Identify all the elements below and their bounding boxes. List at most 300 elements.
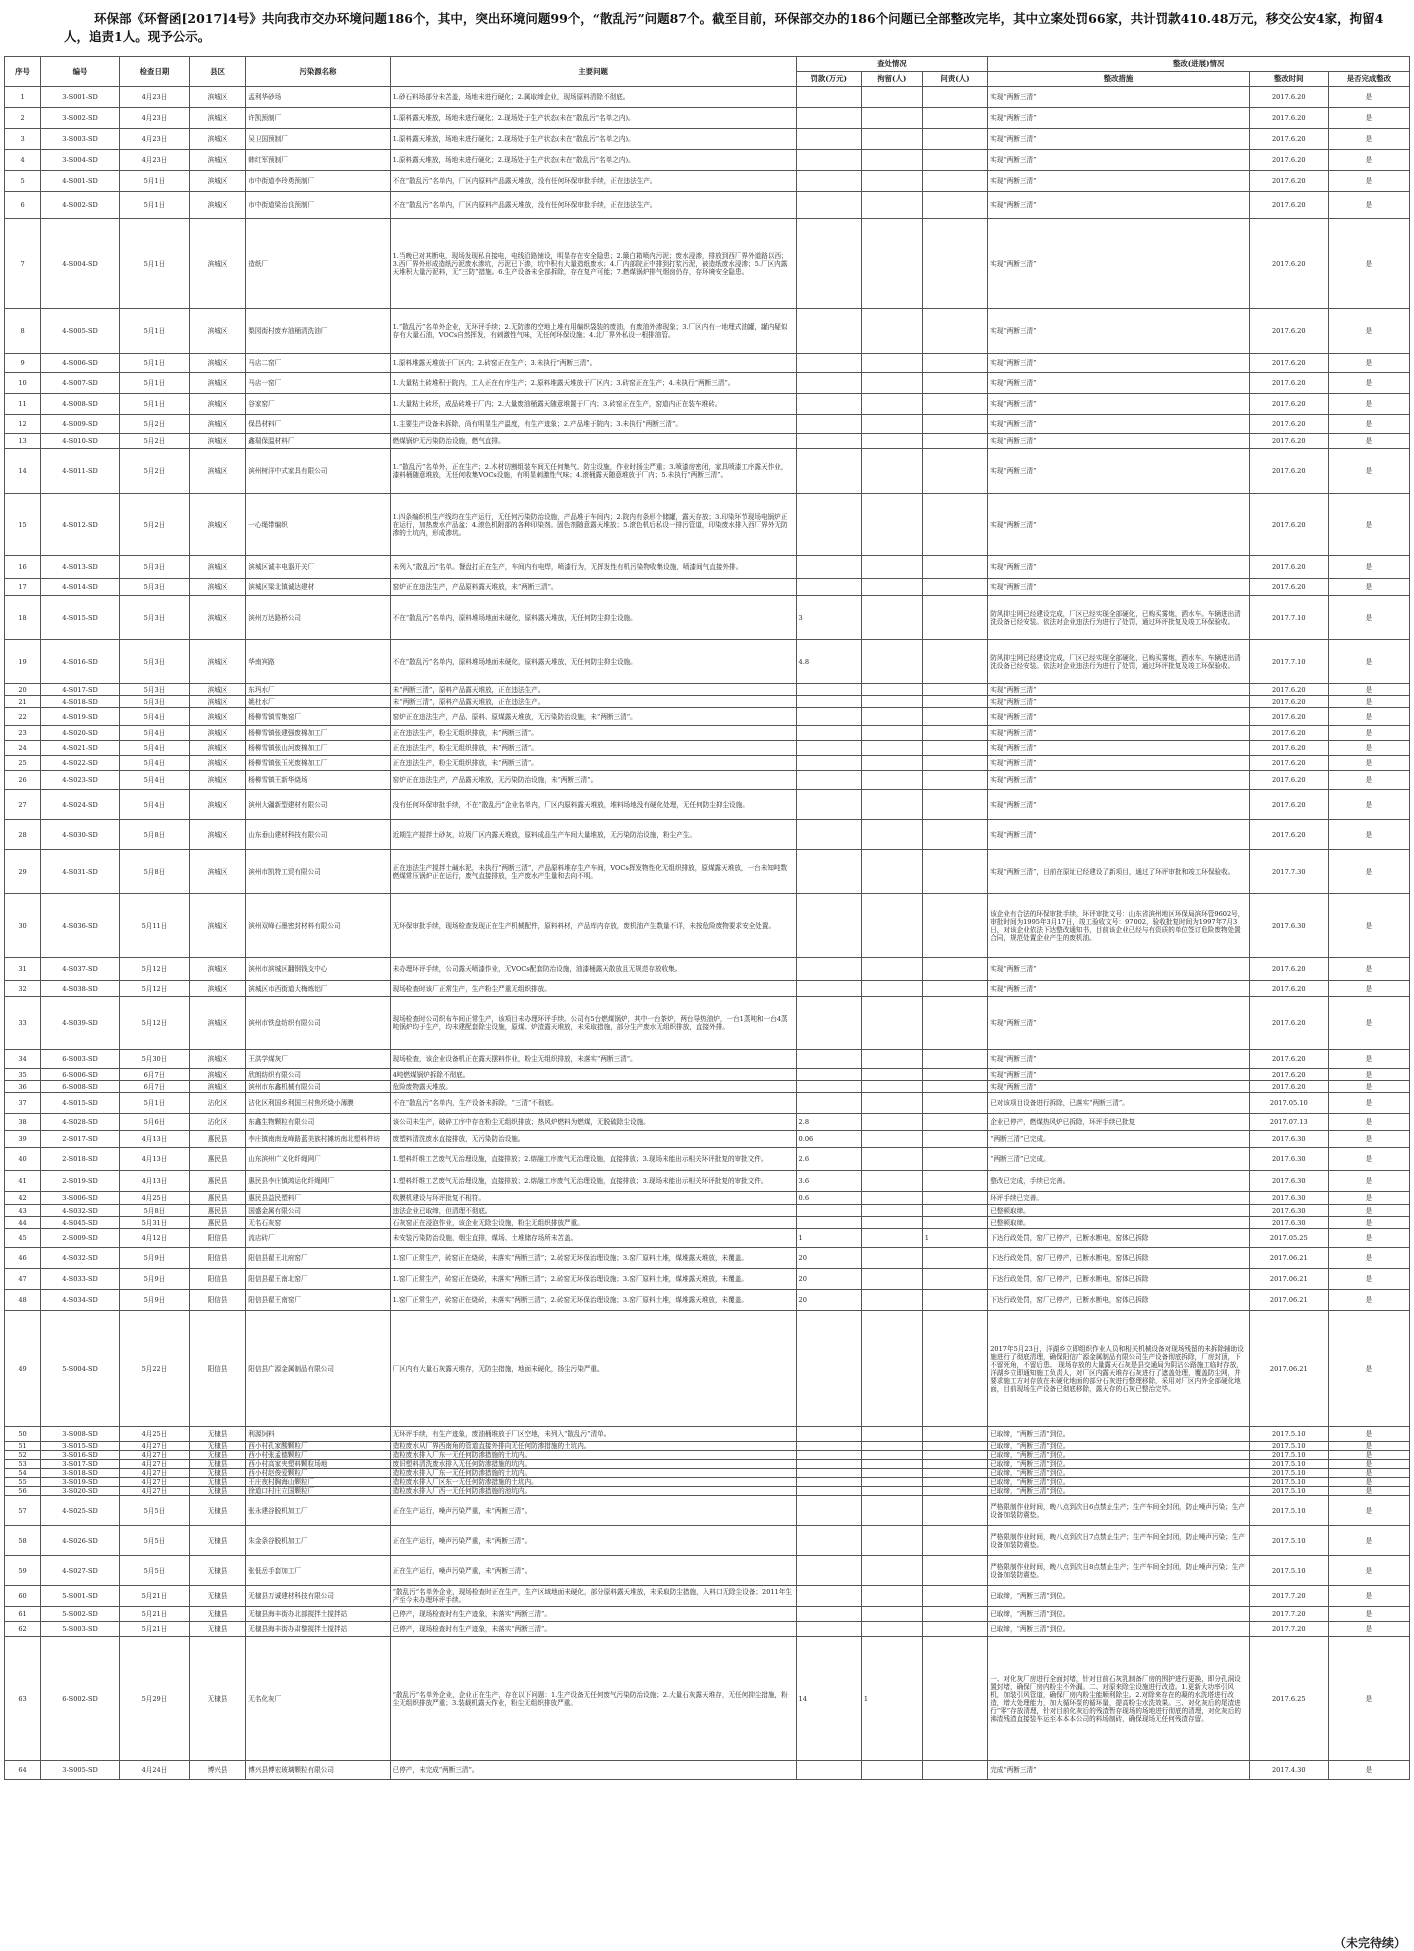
cell-fine [796,129,861,150]
cell-account [922,696,987,708]
cell-account [922,640,987,684]
cell-done: 是 [1328,1637,1409,1761]
cell-account [922,394,987,415]
cell-name: 马店一窑厂 [246,373,390,394]
cell-name: 惠民县益民塑料厂 [246,1192,390,1205]
cell-no: 5-S002-SD [41,1607,120,1622]
cell-fine: 20 [796,1269,861,1290]
cell-name: 滨州市东鑫机械有限公司 [246,1081,390,1093]
cell-no: 4-S011-SD [41,449,120,494]
cell-no: 4-S034-SD [41,1290,120,1311]
cell-account [922,756,987,771]
cell-county: 无棣县 [189,1469,245,1478]
cell-measure: “两断三清”已完成。 [988,1148,1250,1171]
cell-name: 滨州树洋中式家具有限公司 [246,449,390,494]
cell-done: 是 [1328,1248,1409,1269]
cell-fine [796,756,861,771]
cell-date: 5月2日 [120,449,190,494]
cell-no: 4-S014-SD [41,579,120,596]
cell-done: 是 [1328,1069,1409,1081]
cell-done: 是 [1328,1081,1409,1093]
cell-account [922,1148,987,1171]
cell-county: 滨城区 [189,171,245,192]
table-row [5,1761,1410,1780]
cell-name: 无棣县万诚建材科技有限公司 [246,1586,390,1607]
cell-no: 3-S008-SD [41,1427,120,1442]
cell-fine [796,556,861,579]
cell-county: 滨城区 [189,494,245,556]
cell-date: 4月13日 [120,1148,190,1171]
cell-county: 惠民县 [189,1171,245,1192]
cell-done: 是 [1328,415,1409,434]
cell-detain [861,708,922,726]
cell-account [922,894,987,958]
cell-name: 滨州万达路桥公司 [246,596,390,640]
table-row [5,1442,1410,1451]
table-row [5,771,1410,790]
header-no: 编号 [41,57,120,87]
cell-time: 2017.6.20 [1249,684,1328,696]
cell-fine [796,850,861,894]
cell-name: 滨城区诚丰电器开关厂 [246,556,390,579]
cell-fine [796,1586,861,1607]
cell-done: 是 [1328,1269,1409,1290]
cell-time: 2017.5.10 [1249,1460,1328,1469]
cell-name: 朱金条谷脱机加工厂 [246,1526,390,1556]
cell-county: 滨城区 [189,556,245,579]
cell-name: 韩红军预制厂 [246,150,390,171]
cell-done: 是 [1328,171,1409,192]
cell-done: 是 [1328,1761,1409,1780]
cell-measure: 实现“两断三清”，目前在原址已经建设了新项目，通过了环评审批和竣工环保验收。 [988,850,1250,894]
cell-seq: 31 [5,958,41,981]
cell-account [922,1586,987,1607]
cell-fine [796,684,861,696]
cell-no: 6-S008-SD [41,1081,120,1093]
cell-name: 徐道口村庄立国颗粒厂 [246,1487,390,1496]
table-row [5,394,1410,415]
cell-name: 沾化区利国乡利国三村焦坯烧小薄膜 [246,1093,390,1114]
cell-time: 2017.6.20 [1249,726,1328,741]
cell-fine: 4.8 [796,640,861,684]
cell-name: 王庄夜村胸海山颗粒厂 [246,1478,390,1487]
cell-no: 4-S020-SD [41,726,120,741]
header-measure: 整改措施 [988,72,1250,87]
cell-issue: 窑炉正在违法生产，产品原料露天堆放，未“两断三清”。 [390,579,796,596]
cell-account [922,1311,987,1427]
cell-done: 是 [1328,354,1409,373]
cell-no: 4-S028-SD [41,1114,120,1131]
cell-detain [861,1469,922,1478]
cell-no: 3-S001-SD [41,87,120,108]
cell-seq: 30 [5,894,41,958]
cell-measure: 实现“两断三清” [988,771,1250,790]
cell-done: 是 [1328,696,1409,708]
header-time: 整改时间 [1249,72,1328,87]
cell-fine [796,1622,861,1637]
cell-issue: 1.窑厂正常生产，砖窑正在烧砖，未落实“两断三清”；2.砖窑无环保治理设施；3.窑厂原料土堆，煤堆露天堆放，未覆盖。 [390,1290,796,1311]
table-row [5,1290,1410,1311]
table-row [5,150,1410,171]
cell-county: 滨城区 [189,894,245,958]
cell-account [922,958,987,981]
cell-name: 滨州市铁盘纺织有限公司 [246,997,390,1050]
cell-done: 是 [1328,771,1409,790]
cell-fine: 0.6 [796,1192,861,1205]
cell-account [922,850,987,894]
cell-seq: 49 [5,1311,41,1427]
table-row [5,434,1410,449]
cell-account [922,1171,987,1192]
cell-no: 4-S030-SD [41,820,120,850]
table-row [5,1205,1410,1217]
table-row [5,1311,1410,1427]
cell-county: 无棣县 [189,1460,245,1469]
cell-fine: 2.8 [796,1114,861,1131]
table-row [5,958,1410,981]
table-row [5,1114,1410,1131]
cell-time: 2017.6.20 [1249,556,1328,579]
cell-detain [861,1427,922,1442]
cell-account [922,1478,987,1487]
cell-fine [796,1478,861,1487]
table-row [5,494,1410,556]
cell-county: 博兴县 [189,1761,245,1780]
cell-no: 3-S020-SD [41,1487,120,1496]
cell-date: 5月8日 [120,850,190,894]
cell-seq: 57 [5,1496,41,1526]
cell-county: 滨城区 [189,354,245,373]
cell-name: 无名化灰厂 [246,1637,390,1761]
cell-detain [861,771,922,790]
cell-time: 2017.06.21 [1249,1269,1328,1290]
cell-issue: 1.塑料纤维工艺废气无治理设施，直接排放；2.熔融工序废气无治理设施，直接排放；3.现场未能出示相关环评批复的审批文件。 [390,1148,796,1171]
table-row [5,1427,1410,1442]
cell-fine [796,1081,861,1093]
cell-seq: 7 [5,219,41,309]
cell-name: 市中街道李玲勇预制厂 [246,171,390,192]
cell-date: 5月9日 [120,1290,190,1311]
cell-date: 5月1日 [120,192,190,219]
cell-date: 6月7日 [120,1081,190,1093]
cell-detain [861,1586,922,1607]
cell-seq: 9 [5,354,41,373]
cell-name: 西小村孔家酸颗粒厂 [246,1442,390,1451]
cell-date: 5月1日 [120,373,190,394]
table-row [5,726,1410,741]
table-row [5,1637,1410,1761]
cell-no: 4-S016-SD [41,640,120,684]
cell-issue: 造粒废水从厂界西南角的管道直接外排向无任何防渗措施的土坑内。 [390,1442,796,1451]
cell-time: 2017.6.20 [1249,309,1328,354]
cell-no: 2-S019-SD [41,1171,120,1192]
cell-account [922,129,987,150]
cell-measure: 实现“两断三清” [988,150,1250,171]
cell-county: 沾化区 [189,1114,245,1131]
cell-issue: 正在违法生产搅拌土碱水泥，未执行“两断三清”，产品原料堆存生产车间，VOCs挥发物性化无组织排放，原煤露天堆放，一台未知吨数燃煤常压锅炉正在运行，废气直接排放，生产废水产生量和去向不明。 [390,850,796,894]
cell-detain [861,108,922,129]
cell-seq: 22 [5,708,41,726]
cell-detain [861,1478,922,1487]
cell-detain [861,958,922,981]
cell-county: 无棣县 [189,1622,245,1637]
cell-issue: 已停产，现场检查时有生产迹象，未落实“两断三清”。 [390,1622,796,1637]
cell-measure: 实现“两断三清” [988,958,1250,981]
cell-date: 5月5日 [120,1526,190,1556]
cell-account [922,415,987,434]
cell-no: 3-S002-SD [41,108,120,129]
cell-county: 滨城区 [189,394,245,415]
cell-done: 是 [1328,596,1409,640]
cell-done: 是 [1328,1205,1409,1217]
cell-no: 6-S006-SD [41,1069,120,1081]
cell-date: 6月7日 [120,1069,190,1081]
cell-issue: 未列入“散乱污”名单。餐盘打正在生产，车间内有电焊，喷漆行为，无挥发性有机污染物收集设施，喷漆间气直接外排。 [390,556,796,579]
cell-name: 山东滨州广义化纤绳网厂 [246,1148,390,1171]
cell-name: 杨柳雪镇张建强废棉加工厂 [246,726,390,741]
cell-name: 无名石灰窑 [246,1217,390,1229]
cell-time: 2017.6.20 [1249,820,1328,850]
cell-time: 2017.06.21 [1249,1290,1328,1311]
cell-name: 许凯预制厂 [246,108,390,129]
cell-done: 是 [1328,309,1409,354]
cell-done: 是 [1328,1487,1409,1496]
cell-done: 是 [1328,1050,1409,1069]
cell-time: 2017.5.10 [1249,1451,1328,1460]
cell-no: 4-S002-SD [41,192,120,219]
cell-seq: 29 [5,850,41,894]
table-row [5,640,1410,684]
cell-issue: 已停产，现场检查时有生产迹象，未落实“两断三清”。 [390,1607,796,1622]
cell-no: 4-S004-SD [41,219,120,309]
cell-account [922,741,987,756]
cell-issue: 没有任何环保审批手续，不在“散乱污”企业名单内，厂区内原料露天堆放，堆料场地没有硬化处理，无任何防尘抑尘设施。 [390,790,796,820]
cell-county: 无棣县 [189,1487,245,1496]
cell-date: 5月3日 [120,684,190,696]
cell-detain [861,1171,922,1192]
cell-date: 4月27日 [120,1460,190,1469]
cell-detain [861,1290,922,1311]
cell-measure: 已取缔，“两断三清”到位。 [988,1451,1250,1460]
cell-account [922,1427,987,1442]
cell-issue: 废塑料清洗废水直接排放，无污染防治设施。 [390,1131,796,1148]
cell-account [922,434,987,449]
cell-date: 4月24日 [120,1761,190,1780]
cell-date: 5月1日 [120,171,190,192]
cell-name: 王洪学煤灰厂 [246,1050,390,1069]
cell-no: 4-S039-SD [41,997,120,1050]
cell-detain [861,1460,922,1469]
table-row [5,1556,1410,1586]
cell-account [922,1607,987,1622]
cell-time: 2017.6.20 [1249,354,1328,373]
cell-seq: 64 [5,1761,41,1780]
table-row [5,309,1410,354]
cell-done: 是 [1328,850,1409,894]
cell-done: 是 [1328,1556,1409,1586]
cell-date: 4月23日 [120,129,190,150]
cell-account [922,1131,987,1148]
cell-done: 是 [1328,1171,1409,1192]
cell-account [922,373,987,394]
header-penalty-group: 查处情况 [796,57,988,72]
cell-county: 沾化区 [189,1093,245,1114]
cell-issue: 未安装污染防治设施，烟尘直排，煤场、土堆储存场所未苫盖。 [390,1229,796,1248]
table-row [5,1607,1410,1622]
cell-done: 是 [1328,394,1409,415]
cell-fine [796,219,861,309]
cell-seq: 15 [5,494,41,556]
cell-issue: 1.四条编织机生产线均在生产运行，无任何污染防治设施，产品堆于车间内；2.院内有条形个储罐，露天存放；3.印染环节现场电锅炉正在运行，加热废水产品盆；4.滚色机附部的各种印染剂。固色剂随意露天堆放；5.滚色机后私设一排污管道，印染废水排入西厂界外无防渗的土坑内，形成渗坑。 [390,494,796,556]
cell-county: 滨城区 [189,997,245,1050]
cell-name: 华南宾路 [246,640,390,684]
cell-name: 无棣县海丰街办北部搅拌土搅拌站 [246,1607,390,1622]
cell-measure: 实现“两断三清” [988,997,1250,1050]
cell-seq: 46 [5,1248,41,1269]
cell-date: 4月23日 [120,150,190,171]
cell-date: 4月27日 [120,1442,190,1451]
cell-measure: 实现“两断三清” [988,1081,1250,1093]
cell-seq: 26 [5,771,41,790]
cell-issue: 1.当晚已对其断电，现场发现私自接电，电线沿路铺设，明显存在安全隐患；2.簸白箱喷内污泥；废水浸渗，排放到西厂界外道路以西；3.西厂界外形成造纸污泥废水渗坑，污泥已下渗，坑中积有大量造纸废水；4.厂内部院正中排到打浆污泥，被造纸废水浸渗；5.厂区内露天堆积大量污泥料，无“三防”措施。6.生产设备未全部拆除，存在复产可能；7.燃煤锅炉排气烟囱仍存，存环境安全隐患。 [390,219,796,309]
cell-done: 是 [1328,108,1409,129]
cell-date: 5月1日 [120,219,190,309]
cell-done: 是 [1328,708,1409,726]
cell-done: 是 [1328,1114,1409,1131]
cell-issue: 未办理环评手续，公司露天喷漆作业，无VOCs配套防治设施，油漆桶露天散放且无规范存放收集。 [390,958,796,981]
cell-seq: 3 [5,129,41,150]
cell-measure: 实现“两断三清” [988,1069,1250,1081]
cell-seq: 18 [5,596,41,640]
cell-county: 惠民县 [189,1192,245,1205]
cell-name: 造纸厂 [246,219,390,309]
cell-fine [796,108,861,129]
cell-name: 张低岳手套加工厂 [246,1556,390,1586]
cell-done: 是 [1328,958,1409,981]
cell-date: 4月27日 [120,1469,190,1478]
cell-account [922,171,987,192]
cell-time: 2017.7.10 [1249,640,1328,684]
cell-done: 是 [1328,1217,1409,1229]
cell-done: 是 [1328,1526,1409,1556]
cell-issue: 废旧塑料清洗废水排入无任何防渗措施的坑内。 [390,1460,796,1469]
cell-fine [796,87,861,108]
cell-done: 是 [1328,820,1409,850]
cell-measure: 防风抑尘网已经建设完成，厂区已经实现全部硬化，已购买雾炮，洒水车。车辆进出清洗设备已经安装。依法对企业违法行为进行了处罚，通过环评批复及竣工环保验收。 [988,596,1250,640]
cell-date: 5月3日 [120,556,190,579]
cell-measure: 实现“两断三清” [988,129,1250,150]
cell-name: 阳信县翟王南北窑厂 [246,1269,390,1290]
cell-measure: 实现“两断三清” [988,708,1250,726]
header-date: 检查日期 [120,57,190,87]
cell-no: 4-S021-SD [41,741,120,756]
cell-fine: 2.6 [796,1148,861,1171]
cell-seq: 55 [5,1478,41,1487]
cell-detain [861,997,922,1050]
cell-name: 东鑫生物颗粒有限公司 [246,1114,390,1131]
cell-seq: 41 [5,1171,41,1192]
cell-measure: 下达行政处罚，窑厂已停产，已断水断电，窑体已拆除 [988,1229,1250,1248]
table-row [5,449,1410,494]
cell-no: 4-S023-SD [41,771,120,790]
cell-seq: 19 [5,640,41,684]
table-row [5,1081,1410,1093]
cell-account [922,1496,987,1526]
cell-measure: 实现“两断三清” [988,192,1250,219]
cell-issue: 4吨燃煤锅炉拆除不彻底。 [390,1069,796,1081]
cell-detain [861,1131,922,1148]
header-rect-group: 整改(进展)情况 [988,57,1410,72]
cell-detain [861,494,922,556]
cell-issue: 1.窑厂正常生产，砖窑正在烧砖，未落实“两断三清”；2.砖窑无环保治理设施；3.窑厂原料土堆，煤堆露天堆放，未覆盖。 [390,1269,796,1290]
cell-issue: 不在“散乱污”名单内，生产设备未拆除，“三清”不彻底。 [390,1093,796,1114]
cell-county: 滨城区 [189,579,245,596]
cell-no: 4-S001-SD [41,171,120,192]
cell-date: 5月4日 [120,756,190,771]
cell-done: 是 [1328,192,1409,219]
cell-account [922,1269,987,1290]
cell-measure: 实现“两断三清” [988,354,1250,373]
cell-time: 2017.6.30 [1249,1148,1328,1171]
cell-fine [796,1526,861,1556]
cell-county: 阳信县 [189,1229,245,1248]
cell-time: 2017.7.10 [1249,596,1328,640]
cell-county: 无棣县 [189,1586,245,1607]
header-account: 问责(人) [922,72,987,87]
cell-done: 是 [1328,894,1409,958]
cell-no: 4-S031-SD [41,850,120,894]
table-row [5,1460,1410,1469]
cell-done: 是 [1328,556,1409,579]
cell-county: 滨城区 [189,1050,245,1069]
cell-account [922,1050,987,1069]
cell-done: 是 [1328,1607,1409,1622]
table-row [5,997,1410,1050]
cell-name: 市中街道梁治良预制厂 [246,192,390,219]
cell-done: 是 [1328,997,1409,1050]
cell-date: 5月22日 [120,1311,190,1427]
cell-measure: 实现“两断三清” [988,309,1250,354]
table-row [5,708,1410,726]
header-detain: 拘留(人) [861,72,922,87]
cell-county: 滨城区 [189,790,245,820]
cell-no: 4-S045-SD [41,1217,120,1229]
cell-name: 保昌材料厂 [246,415,390,434]
cell-measure: 实现“两断三清” [988,494,1250,556]
cell-time: 2017.6.20 [1249,1081,1328,1093]
cell-county: 滨城区 [189,708,245,726]
cell-fine [796,1205,861,1217]
table-row [5,1093,1410,1114]
cell-done: 是 [1328,219,1409,309]
cell-no: 4-S033-SD [41,1269,120,1290]
cell-issue: 该公司未生产，破碎工序中存在粉尘无组织排放；热风炉燃料为燃煤，无脱硫除尘设施。 [390,1114,796,1131]
cell-seq: 23 [5,726,41,741]
cell-date: 4月12日 [120,1229,190,1248]
cell-county: 滨城区 [189,449,245,494]
cell-account [922,1451,987,1460]
cell-account [922,596,987,640]
cell-measure: 实现“两断三清” [988,394,1250,415]
cell-date: 5月2日 [120,415,190,434]
cell-detain [861,434,922,449]
cell-county: 滨城区 [189,150,245,171]
cell-fine [796,150,861,171]
cell-issue: 1.窑厂正常生产，砖窑正在烧砖，未落实“两断三清”；2.砖窑无环保治理设施；3.窑厂原料土堆，煤堆露天堆放，未覆盖。 [390,1248,796,1269]
cell-seq: 38 [5,1114,41,1131]
cell-measure: 实现“两断三清” [988,434,1250,449]
cell-date: 4月23日 [120,108,190,129]
